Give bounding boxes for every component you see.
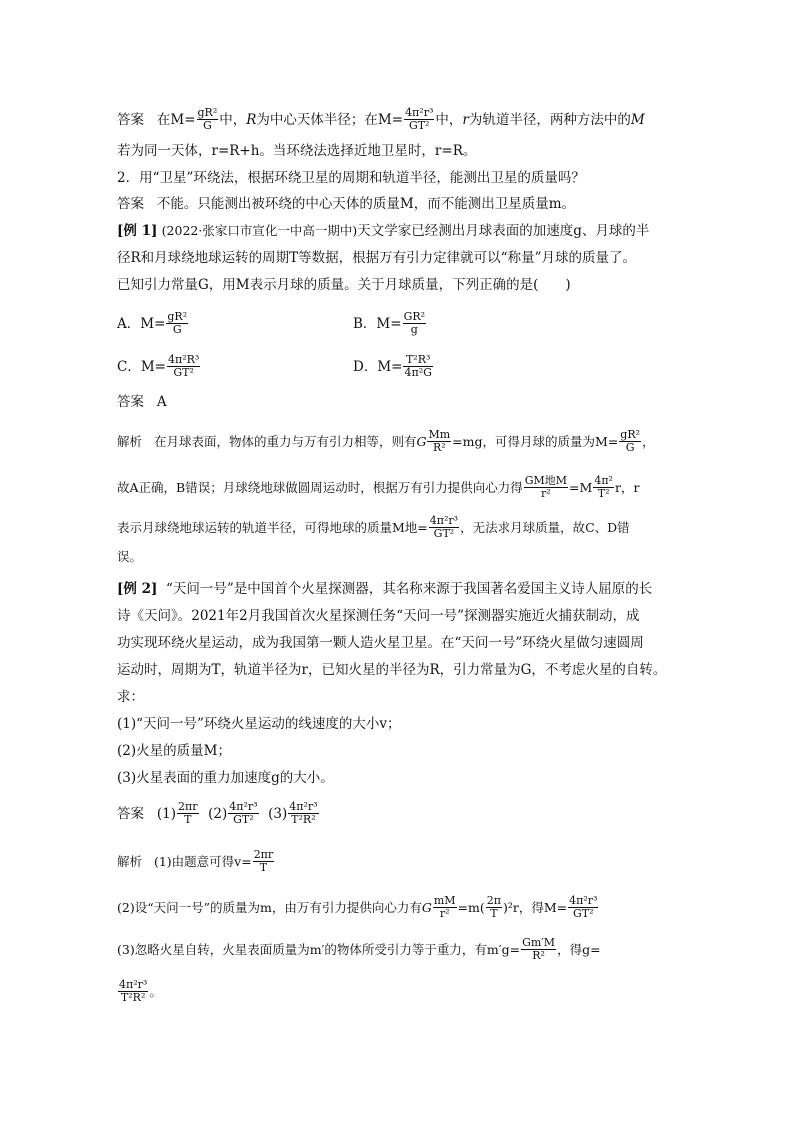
answer-label: 答案 [117, 196, 144, 212]
example2-line4: 运动时，周期为T，轨道半径为r，已知火星的半径为R，引力常量为G，不考虑火星的自转。 [117, 662, 667, 678]
example2-line1: [例 2] “天问一号”是中国首个火星探测器，其名称来源于我国著名爱国主义诗人屈原的长 [117, 581, 653, 597]
ex1-analysis-line2: 故A正确，B错误；月球绕地球做圆周运动时，根据万有引力提供向心力得 $\frac{\text{GM地M}}{\text{r²}}$ =M $\frac{\text{4π²}}{\text{T²}}$ r，r [117, 474, 640, 501]
example1-line2: 径R和月球绕地球运转的周期T等数据，根据万有引力定律就可以“称量”月球的质量了。 [117, 250, 636, 266]
example2-line2: 诗《天问》。2021年2月我国首次火星探测任务“天问一号”探测器实施近火捕获制动，成 [117, 608, 640, 624]
example2-sub2: (2)火星的质量M； [117, 743, 231, 759]
answer-label: 答案 [117, 806, 144, 823]
example-source: (2022·张家口市宣化一中高一期中) [161, 223, 358, 238]
answer-label: 答案 [117, 112, 144, 129]
option-a: A．M= $\frac{\text{gR²}}{G}$ [117, 310, 188, 337]
fraction: $\frac{\text{gR²}}{G}$ [197, 106, 218, 133]
q2-answer: 答案 不能。只能测出被环绕的中心天体的质量M，而不能测出卫星质量m。 [117, 196, 575, 212]
example-tag: [例 1] [117, 223, 158, 239]
ex2-analysis-line1: 解析 (1)由题意可得v= $\frac{2\pi r}{T}$ [117, 848, 274, 875]
ex1-answer: 答案 A [117, 394, 167, 410]
ex1-analysis-line1: 解析 在月球表面，物体的重力与万有引力相等，则有G $\frac{Mm}{\text{R²}}$ =mg，可得月球的质量为M= $\frac{\text{gR²}}{G}$ ， [117, 428, 655, 455]
example-tag: [例 2] [117, 581, 158, 597]
option-b: B．M= $\frac{\text{GR²}}{g}$ [353, 310, 426, 337]
analysis-label: 解析 [117, 434, 143, 450]
ex2-answer: 答案 (1) $\frac{2\pi r}{T}$ (2) $\frac{\text{4π²r³}}{\text{GT²}}$ (3) $\frac{\text{4π²r³}}{\text{T²R²}}$ [117, 800, 318, 827]
example1-line3: 已知引力常量G，用M表示月球的质量。关于月球质量，下列正确的是( ) [117, 277, 571, 293]
analysis-label: 解析 [117, 854, 143, 870]
ex2-analysis-line3: (3)忽略火星自转，火星表面质量为m′的物体所受引力等于重力，有m′g= $\frac{Gm'M}{\text{R²}}$ ，得g= [117, 936, 601, 963]
qa1-line2: 若为同一天体，r=R+h。当环绕法选择近地卫星时，r=R。 [117, 143, 477, 159]
option-c: C．M= $\frac{\text{4π²R³}}{\text{GT²}}$ [117, 353, 200, 380]
example2-line3: 功实现环绕火星运动，成为我国第一颗人造火星卫星。在“天问一号”环绕火星做匀速圆周 [117, 635, 644, 651]
option-d: D．M= $\frac{\text{T²R³}}{\text{4π²G}}$ [353, 353, 432, 380]
ex2-analysis-line2: (2)设“天问一号”的质量为m，由万有引力提供向心力有G $\frac{mM}{\text{r²}}$ =m( $\frac{2\pi}{T}$ )²r，得M= $\frac{\text{4π²r³}}{\text{GT²}}$ [117, 894, 598, 921]
ex2-analysis-line4: $\frac{\text{4π²r³}}{\text{T²R²}}$ 。 [119, 978, 162, 1005]
example2-sub1: (1)“天问一号”环绕火星运动的线速度的大小v； [117, 716, 401, 732]
ex1-analysis-line3: 表示月球绕地球运转的轨道半径，可得地球的质量M地= $\frac{\text{4π²r³}}{\text{GT²}}$ ，无法求月球质量，故C、D错 [117, 514, 630, 541]
question-2: 2．用“卫星”环绕法，根据环绕卫星的周期和轨道半径，能测出卫星的质量吗？ [117, 170, 585, 186]
ex1-analysis-line4: 误。 [117, 549, 143, 564]
answer-label: 答案 [117, 394, 144, 410]
qa1-line1: 答案 在M= $\frac{\text{gR²}}{G}$ 中，R为中心天体半径；在M= $\frac{\text{4π²r³}}{\text{GT²}}$ 中，r为轨道半径，两种方法中的M [117, 106, 645, 133]
fraction: $\frac{\text{4π²r³}}{\text{GT²}}$ [405, 106, 434, 133]
example2-line5: 求： [117, 689, 144, 705]
example2-sub3: (3)火星表面的重力加速度g的大小。 [117, 770, 334, 786]
example1-line1: [例 1] (2022·张家口市宣化一中高一期中)天文学家已经测出月球表面的加速度g、月球的半 [117, 223, 650, 239]
